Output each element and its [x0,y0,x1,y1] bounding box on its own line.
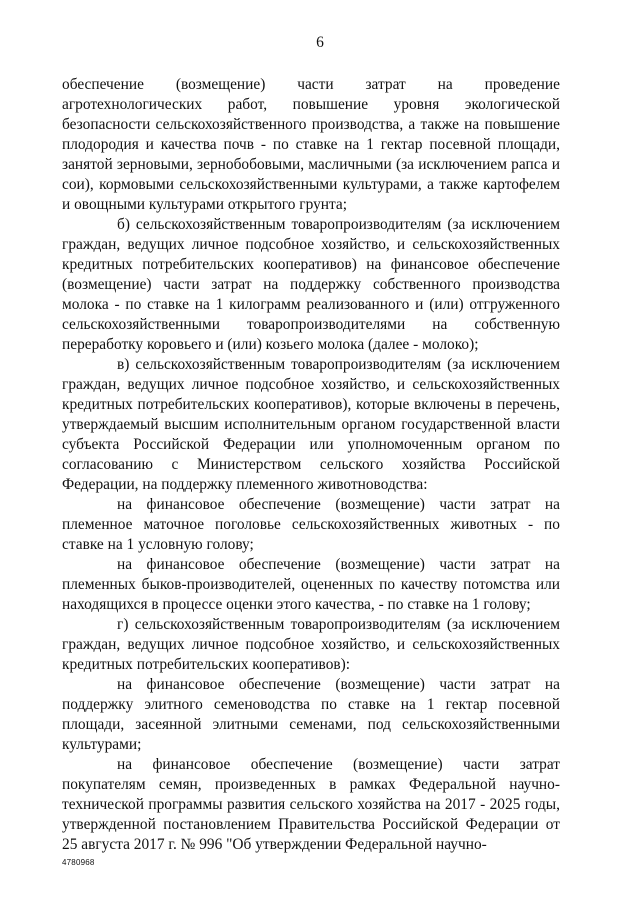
paragraph-continuation: обеспечение (возмещение) части затрат на проведение агротехнологических работ, повышение уровня экологической безопасности сельскохозяйственного производства, а также на повышение плодородия и качества почв - по ставке на 1 гектар посевной площади, занятой зерновыми, зернобобовыми, масличными (за исключением рапса и сои), кормовыми сельскохозяйственными культурами, а также картофелем и овощными культурами открытого грунта; [62,76,560,213]
paragraph-v-item-2: на финансовое обеспечение (возмещение) части затрат на племенных быков-производителей, оцененных по качеству потомства или находящихся в процессе оценки этого качества, - по ставке на 1 голову; [62,556,560,613]
paragraph-g-item-1: на финансовое обеспечение (возмещение) части затрат на поддержку элитного семеноводства по ставке на 1 гектар посевной площади, засеянной элитными семенами, под сельскохозяйственными культурами; [62,676,560,753]
paragraph-v: в) сельскохозяйственным товаропроизводителям (за исключением граждан, ведущих личное подсобное хозяйство, и сельскохозяйственных кредитных потребительских кооперативов), которые включены в перечень, утверждаемый высшим исполнительным органом государственной власти субъекта Российской Федерации или уполномоченным органом по согласованию с Министерством сельского хозяйства Российской Федерации, на поддержку племенного животноводства: [62,356,560,493]
paragraph-b: б) сельскохозяйственным товаропроизводителям (за исключением граждан, ведущих личное подсобное хозяйство, и сельскохозяйственных кредитных потребительских кооперативов) на финансовое обеспечение (возмещение) части затрат на поддержку собственного производства молока - по ставке на 1 килограмм реализованного и (или) отгруженного сельскохозяйственными товаропроизводителями на собственную переработку коровьего и (или) козьего молока (далее - молоко); [62,216,560,353]
document-body [62,75,560,855]
page-number: 6 [316,34,324,51]
paragraph-v-item-1: на финансовое обеспечение (возмещение) части затрат на племенное маточное поголовье сельскохозяйственных животных - по ставке на 1 условную голову; [62,496,560,553]
document-id: 4780968 [62,858,95,867]
paragraph-g: г) сельскохозяйственным товаропроизводителям (за исключением граждан, ведущих личное подсобное хозяйство, и сельскохозяйственных кредитных потребительских кооперативов): [62,616,560,673]
paragraph-g-item-2: на финансовое обеспечение (возмещение) части затрат покупателям семян, произведенных в рамках Федеральной научно-технической программы развития сельского хозяйства на 2017 - 2025 годы, утвержденной постановлением Правительства Российской Федерации от 25 августа 2017 г. № 996 "Об утверждении Федеральной научно- [62,756,560,853]
